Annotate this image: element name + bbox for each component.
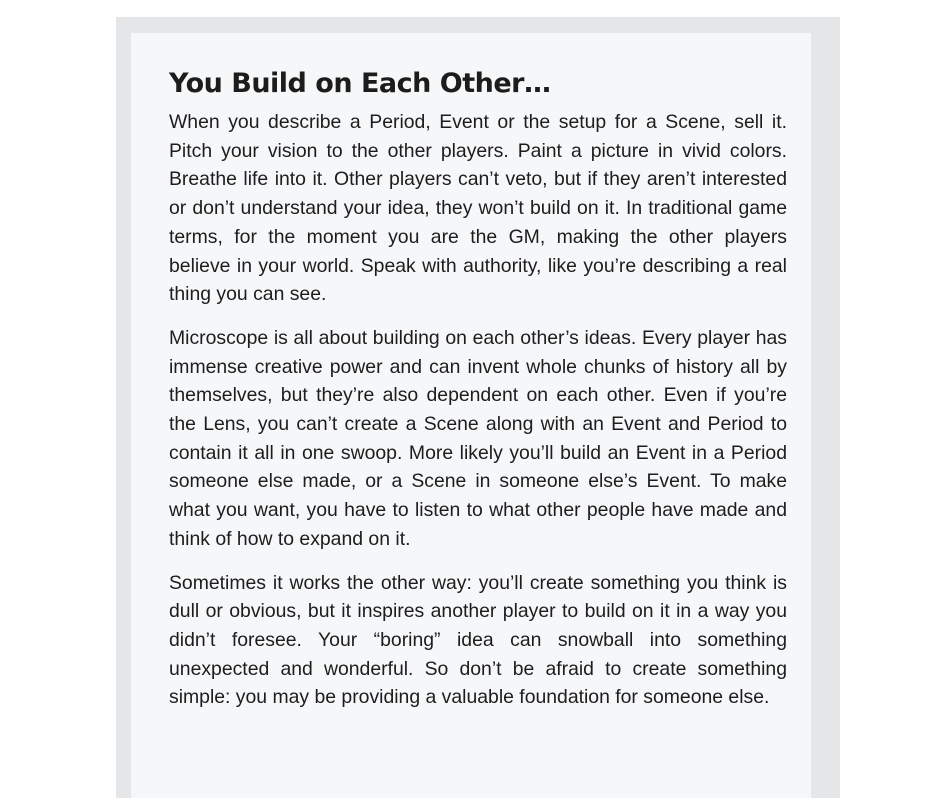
sidebar-box [131, 33, 811, 798]
sidebar-content [169, 67, 787, 727]
paragraph-2: Microscope is all about building on each other’s ideas. Every player has immense creative power and can invent whole chunks of history all by themselves, but they’re also dependent on each other. Even if you’re the Lens, you can’t create a Scene along with an Event and Period to contain it all in one swoop. More likely you’ll build an Event in a Period someone else made, or a Scene in someone else’s Event. To make what you want, you have to listen to what other people have made and think of how to expand on it. [169, 326, 787, 550]
sidebar-heading: You Build on Each Other… [169, 68, 551, 99]
sidebar-frame [116, 17, 840, 798]
paragraph-3: Sometimes it works the other way: you’ll create something you think is dull or obvious, but it inspires another player to build on it in a way you didn’t foresee. Your “boring” idea can snowball into something unexpected and wonderful. So don’t be afraid to create something simple: you may be providing a valuable foundation for someone else. [169, 571, 787, 709]
paragraph-1: When you describe a Period, Event or the setup for a Scene, sell it. Pitch your vision to the other players. Paint a picture in vivid colors. Breathe life into it. Other players can’t veto, but if they aren’t interested or don’t understand your idea, they won’t build on it. In traditional game terms, for the moment you are the GM, making the other players believe in your world. Speak with authority, like you’re describing a real thing you can see. [169, 111, 787, 306]
